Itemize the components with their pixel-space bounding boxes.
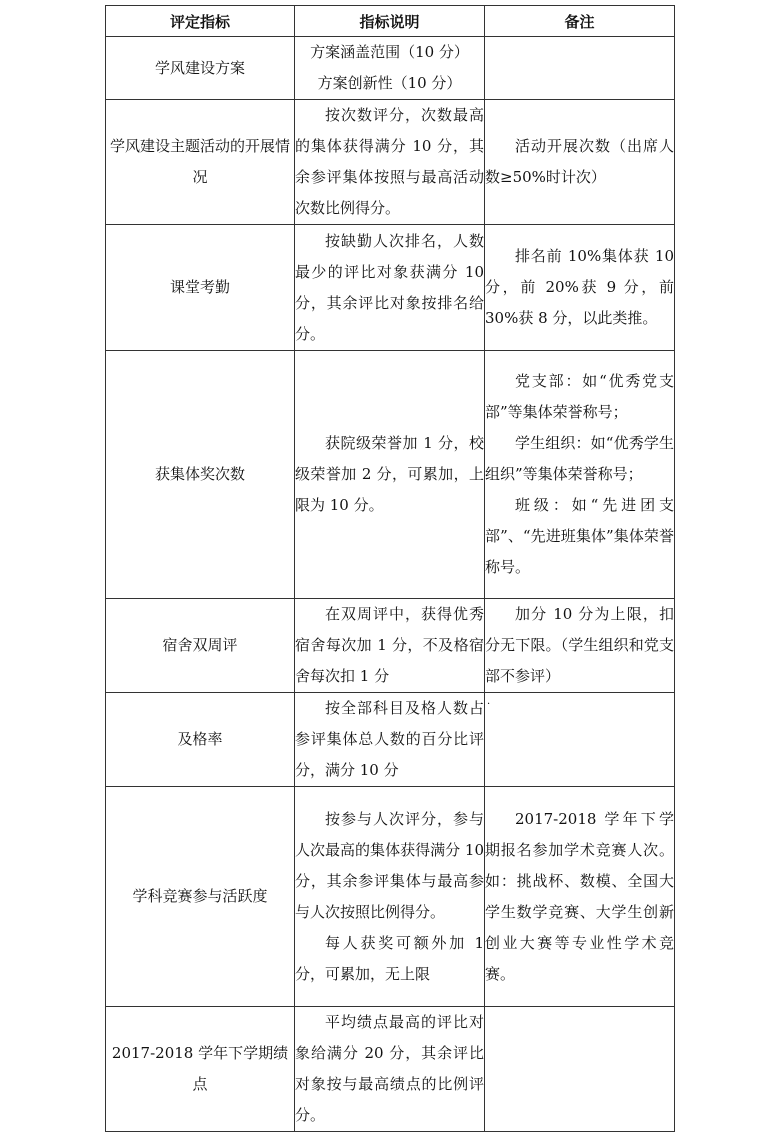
description-cell — [295, 100, 485, 225]
criteria-cell: 宿舍双周评 — [106, 599, 295, 693]
table-row — [106, 787, 675, 1007]
criteria-cell: 学风建设主题活动的开展情况 — [106, 100, 295, 225]
remarks-cell — [485, 693, 675, 787]
table-row — [106, 351, 675, 599]
table-row — [106, 1007, 675, 1132]
description-cell — [295, 787, 485, 1007]
description-text: 方案创新性（10 分） — [317, 74, 462, 92]
description-text: 方案涵盖范围（10 分） — [310, 43, 469, 61]
criteria-cell: 获集体奖次数 — [106, 351, 295, 599]
description-text: 按缺勤人次排名，人数最少的评比对象获满分 10 分，其余评比对象按排名给分。 — [295, 231, 484, 343]
criteria-cell: 学风建设方案 — [106, 37, 295, 100]
description-text: 平均绩点最高的评比对象给满分 20 分，其余评比对象按与最高绩点的比例评分。 — [295, 1013, 484, 1124]
criteria-cell: 课堂考勤 — [106, 225, 295, 351]
table-row — [106, 693, 675, 787]
description-cell — [295, 1007, 485, 1132]
description-cell — [295, 225, 485, 351]
table-row — [106, 225, 675, 351]
criteria-cell: 学科竞赛参与活跃度 — [106, 787, 295, 1007]
remarks-cell — [485, 37, 675, 100]
remarks-text: 班级：如“先进团支部”、“先进班集体”集体荣誉称号。 — [485, 496, 674, 576]
header-row — [106, 6, 675, 37]
remarks-text: 2017-2018 学年下学期报名参加学术竞赛人次。如：挑战杯、数模、全国大学生数学竞赛、大学生创新创业大赛等专业性学术竞赛。 — [485, 809, 674, 983]
description-cell — [295, 599, 485, 693]
criteria-cell: 及格率 — [106, 693, 295, 787]
remarks-cell — [485, 599, 675, 693]
remarks-text: 排名前 10%集体获 10 分，前 20%获 9 分，前 30%获 8 分，以此类推。 — [485, 247, 674, 327]
description-cell — [295, 351, 485, 599]
header-description: 指标说明 — [295, 6, 485, 37]
description-cell — [295, 693, 485, 787]
description-text: 在双周评中，获得优秀宿舍每次加 1 分，不及格宿舍每次扣 1 分 — [295, 605, 484, 685]
remarks-cell — [485, 100, 675, 225]
description-text: 获院级荣誉加 1 分，校级荣誉加 2 分，可累加，上限为 10 分。 — [295, 434, 484, 514]
description-text: 按次数评分，次数最高的集体获得满分 10 分，其余参评集体按照与最高活动次数比例得分。 — [295, 106, 484, 217]
header-remarks: 备注 — [485, 6, 675, 37]
criteria-cell: 2017-2018 学年下学期绩点 — [106, 1007, 295, 1132]
description-text: 每人获奖可额外加 1 分，可累加，无上限 — [295, 933, 484, 983]
header-criteria: 评定指标 — [106, 6, 295, 37]
stray-dot: · — [487, 699, 491, 710]
remarks-cell — [485, 1007, 675, 1132]
description-text: 按参与人次评分，参与人次最高的集体获得满分 10 分，其余参评集体与最高参与人次按照比例得分。 — [295, 809, 484, 921]
remarks-text: 党支部：如“优秀党支部”等集体荣誉称号； — [485, 372, 674, 421]
table-row — [106, 599, 675, 693]
evaluation-table — [105, 5, 675, 1132]
remarks-text: 活动开展次数（出席人数≥50%时计次） — [485, 137, 674, 186]
remarks-text: 学生组织：如“优秀学生组织”等集体荣誉称号； — [485, 434, 674, 483]
remarks-cell — [485, 787, 675, 1007]
table-row — [106, 37, 675, 100]
description-cell — [295, 37, 485, 100]
remarks-text: 加分 10 分为上限，扣分无下限。（学生组织和党支部不参评） — [485, 605, 674, 685]
remarks-cell — [485, 351, 675, 599]
remarks-cell — [485, 225, 675, 351]
table-row — [106, 100, 675, 225]
description-text: 按全部科目及格人数占参评集体总人数的百分比评分，满分 10 分 — [295, 699, 484, 779]
